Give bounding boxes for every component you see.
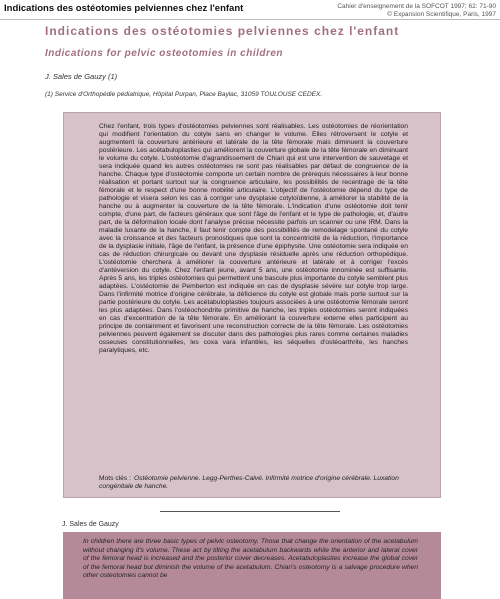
- article-title-french: Indications des ostéotomies pelviennes chez l'enfant: [45, 24, 400, 38]
- article-title-english: Indications for pelvic osteotomies in children: [45, 48, 284, 59]
- english-abstract-text: In children there are three basic types of pelvic osteotomy. Those that change the orientation of the acetabulum without changing it's volume. These act by tilting the acetabulum backwards while the anterior and lateral cover of the femoral head is increased and the posterior cover decreases. Acetabuloplasties increase the global cover of the femoral head but diminish the volume of the acetabulum. Chiari's osteotomy is a salvage procedure when other osteotomies cannot be: [83, 538, 418, 579]
- journal-line-1: Cahier d'enseignement de la SOFCOT 1997; 62: 71-90: [337, 3, 496, 10]
- header-divider: [0, 19, 500, 20]
- french-abstract-text: Chez l'enfant, trois types d'ostéotomies pelviennes sont réalisables. Les ostéotomies de réorientation qui modifient l'orientation du cotyle sans en changer le volume. Elles rétroversent le cotyle et augmentent la couverture antérieure et latérale de la tête fémorale mais diminuent la couverture postérieure. Les acétabuloplasties qui améliorent la couverture globale de la tête fémorale en diminuant le volume du cotyle. L'ostéotomie d'agrandissement de Chiari qui est une intervention de sauvetage et sera indiquée quand les autres ostéotomies ne sont pas réalisables par défaut de congruence de la hanche. Chaque type d'ostéotomie comporte un certain nombre de prérequis nécessaires à leur bonne réalisation et portant surtout sur la congruence articulaire, les possibilités de recentrage de la tête fémorale et le respect d'une bonne mobilité articulaire. L'objectif de l'ostéotomie dépend du type de pathologie et visera selon les cas à corriger une dysplasie cotyloïdienne, à améliorer la stabilité de la hanche ou à augmenter la couverture de la tête fémorale. L'indication d'une ostéotomie doit tenir compte, d'une part, de facteurs généraux que sont l'âge de l'enfant et le type de pathologie, et, d'autre part, de la déformation locale dont l'analyse précise nécessite parfois un scanner ou une IRM. Dans la maladie luxante de la hanche, il faut tenir compte des possibilités de remodelage spontané du cotyle avec la croissance et des facteurs pronostiques que sont la concentricité de la réduction, l'importance de la dysplasie initiale, l'âge de l'enfant, la présence d'une épiphysite. Une ostéotomie sera indiquée en cas de réduction chirurgicale ou devant une dysplasie résiduelle après une réduction orthopédique. L'ostéotomie cherchera à améliorer la couverture antérieure et latérale et à corriger l'excès d'antéversion du cotyle. Chez l'enfant jeune, avant 5 ans, une ostéotomie innominée est suffisante. Après 5 ans, les triples ostéotomies qui permettent une bascule plus importante du cotyle semblent plus adaptées. L'ostéotomie de Pemberton est indiquée en cas de dysplasie sévère sur cotyle trop large. Dans l'infirmité motrice d'origine cérébrale, la déficience du cotyle est globale mais porte surtout sur la partie postérieure du cotyle. Les acétabuloplasties toujours associées à une ostéotomie fémorale seront les plus adaptées. Dans l'ostéochondrite primitive de hanche, les triples ostéotomies seront indiquées en cas d'excentration de la tête fémorale. En améliorant la couverture externe elles participent au principe de containment et favorisent une reconstruction correcte de la tête fémorale. Les ostéotomies pelviennes peuvent également se discuter dans des pathologies plus rares comme certaines maladies osseuses constitutionnelles, les coxa vara infantiles, les séquelles d'ostéoarthrite, les hanches paralytiques, etc.: [99, 123, 408, 354]
- running-title: Indications des ostéotomies pelviennes chez l'enfant: [4, 3, 244, 14]
- keywords-text: Ostéotomie pelvienne. Legg-Perthes-Calvé. Infirmité motrice d'origine cérébrale. Luxation congénitale de hanche.: [99, 475, 399, 490]
- section-divider: [160, 511, 340, 512]
- journal-citation: [337, 3, 496, 19]
- article-author: J. Sales de Gauzy (1): [45, 72, 118, 81]
- keywords-label: Mots clés :: [99, 475, 131, 482]
- author-affiliation: (1) Service d'Orthopédie pédiatrique, Hôpital Purpan, Place Baylac, 31059 TOULOUSE CEDEX.: [45, 91, 323, 98]
- keywords-paragraph: [99, 475, 408, 491]
- footer-author: J. Sales de Gauzy: [62, 521, 119, 528]
- english-abstract-box: [63, 532, 441, 599]
- french-abstract-box: [63, 112, 441, 498]
- journal-line-2: © Expansion Scientifique, Paris, 1997: [387, 11, 496, 18]
- page-header: [0, 0, 500, 22]
